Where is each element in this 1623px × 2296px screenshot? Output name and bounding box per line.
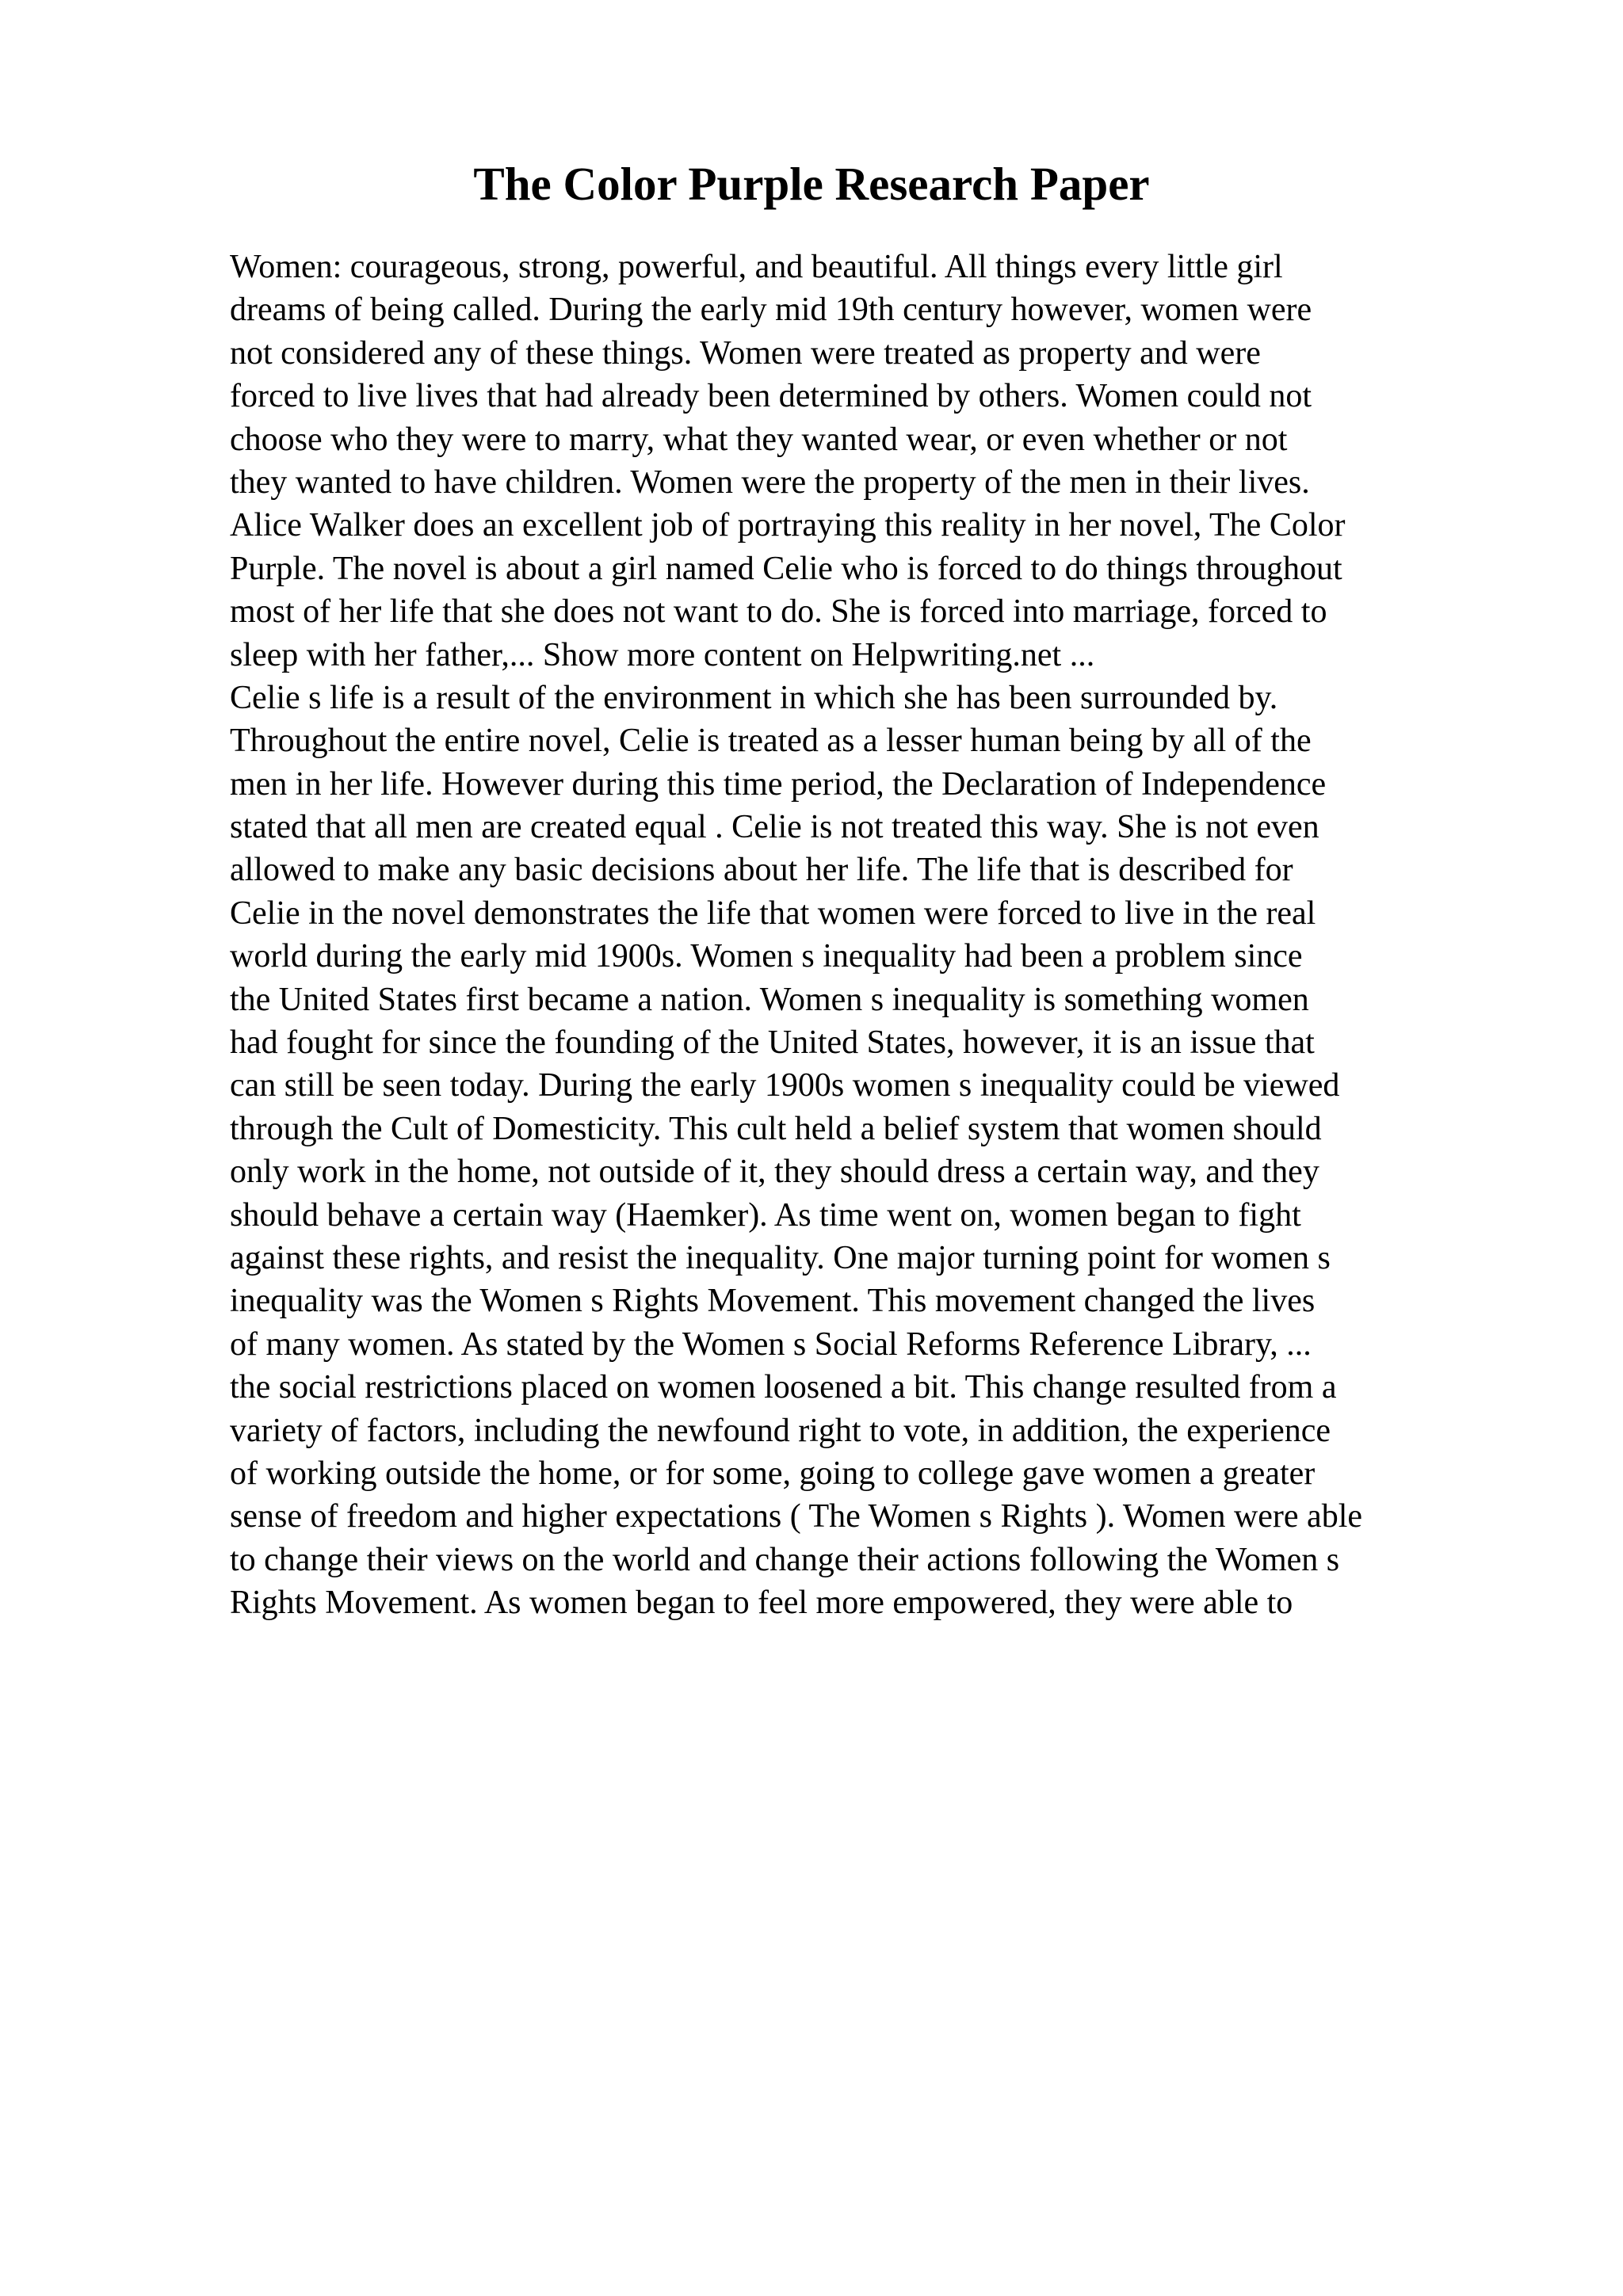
text-line: dreams of being called. During the early mid 19th century however, women were [230, 292, 1312, 329]
text-line: of working outside the home, or for some, going to college gave women a greater [230, 1455, 1316, 1492]
text-line: sleep with her father,... Show more content on Helpwriting.net ... [230, 636, 1095, 673]
text-line: variety of factors, including the newfound right to vote, in addition, the experience [230, 1412, 1331, 1449]
text-line: can still be seen today. During the early 1900s women s inequality could be viewed [230, 1067, 1340, 1104]
text-line: Rights Movement. As women began to feel more empowered, they were able to [230, 1585, 1293, 1622]
text-line: Celie s life is a result of the environment in which she has been surrounded by. [230, 679, 1278, 716]
text-line: the United States first became a nation. Women s inequality is something women [230, 981, 1309, 1018]
text-line: Women: courageous, strong, powerful, and beautiful. All things every little girl [230, 249, 1283, 285]
text-line: not considered any of these things. Women were treated as property and were [230, 334, 1261, 372]
text-line: forced to live lives that had already been determined by others. Women could not [230, 378, 1312, 415]
text-line: Throughout the entire novel, Celie is treated as a lesser human being by all of the [230, 723, 1312, 760]
body-text [230, 246, 1498, 1625]
text-line: they wanted to have children. Women were the property of the men in their lives. [230, 463, 1310, 501]
page-title: The Color Purple Research Paper [473, 158, 1150, 210]
text-line: to change their views on the world and change their actions following the Women s [230, 1541, 1340, 1578]
text-line: should behave a certain way (Haemker). As time went on, women began to fight [230, 1196, 1301, 1234]
text-line: stated that all men are created equal . Celie is not treated this way. She is not even [230, 809, 1319, 846]
text-line: Alice Walker does an excellent job of portraying this reality in her novel, The Color [230, 507, 1346, 544]
text-line: the social restrictions placed on women loosened a bit. This change resulted from a [230, 1369, 1337, 1406]
text-line: had fought for since the founding of the United States, however, it is an issue that [230, 1024, 1315, 1062]
text-line: most of her life that she does not want to do. She is forced into marriage, forced to [230, 593, 1327, 631]
text-line: only work in the home, not outside of it, they should dress a certain way, and they [230, 1154, 1319, 1191]
text-line: of many women. As stated by the Women s Social Reforms Reference Library, ... [230, 1325, 1312, 1363]
text-line: Purple. The novel is about a girl named Celie who is forced to do things throughout [230, 550, 1342, 587]
text-line: sense of freedom and higher expectations ( The Women s Rights ). Women were able [230, 1498, 1363, 1535]
text-line: choose who they were to marry, what they wanted wear, or even whether or not [230, 421, 1288, 458]
text-line: through the Cult of Domesticity. This cult held a belief system that women should [230, 1110, 1322, 1147]
text-line: allowed to make any basic decisions about her life. The life that is described for [230, 852, 1293, 889]
text-line: against these rights, and resist the inequality. One major turning point for women s [230, 1239, 1331, 1276]
text-line: Celie in the novel demonstrates the life that women were forced to live in the real [230, 894, 1316, 932]
text-line: world during the early mid 1900s. Women s inequality had been a problem since [230, 938, 1303, 975]
text-line: men in her life. However during this time period, the Declaration of Independence [230, 765, 1327, 803]
text-line: inequality was the Women s Rights Movement. This movement changed the lives [230, 1283, 1316, 1320]
